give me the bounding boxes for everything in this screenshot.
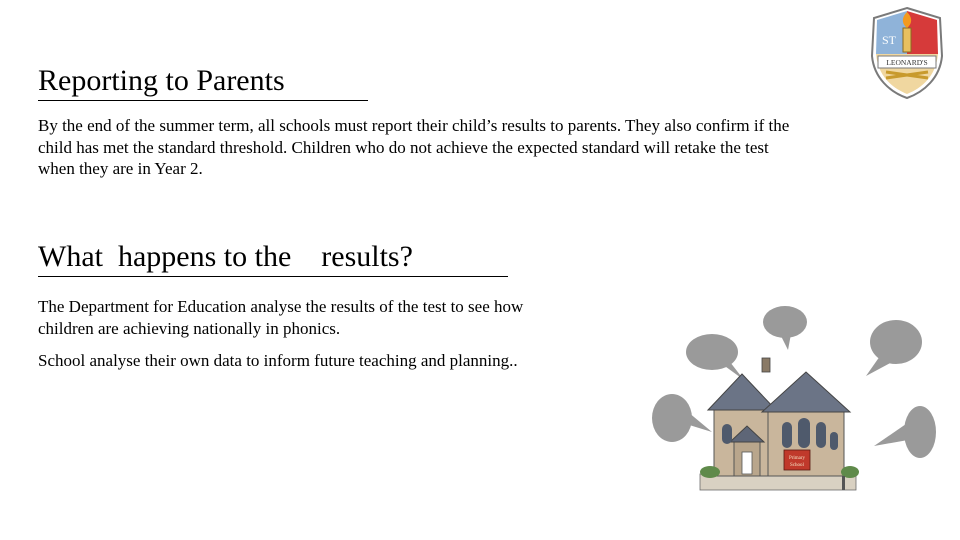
crest-banner-text: LEONARD'S [886,58,928,67]
school-sign-line2: School [790,463,804,468]
torch-icon [903,28,911,52]
speech-bubble-icon [652,394,712,442]
speech-bubble-icon [874,406,936,458]
section-title-results: What happens to the results? [38,240,508,277]
speech-bubble-icon [866,320,922,376]
results-paragraph-national: The Department for Education analyse the results of the test to see how children are achieving nationally in phonics. [38,297,524,338]
results-paragraph-school: School analyse their own data to inform future teaching and planning.. [38,351,518,370]
speech-bubble-icon [763,306,807,350]
section-title-reporting: Reporting to Parents [38,64,368,101]
school-with-speech-bubbles-illustration [648,300,938,500]
speech-bubble-icon [686,334,744,380]
crest-top-text: ST [882,33,897,47]
school-sign-line1: Primary [788,456,806,461]
school-crest-logo [868,6,946,100]
section-body-reporting: By the end of the summer term, all schools must report their child’s results to parents. They also confirm if the child has met the standard threshold. Children who do not achieve the expected standard will retake the test when they are in Year 2. [38,116,790,178]
school-building [700,358,859,490]
